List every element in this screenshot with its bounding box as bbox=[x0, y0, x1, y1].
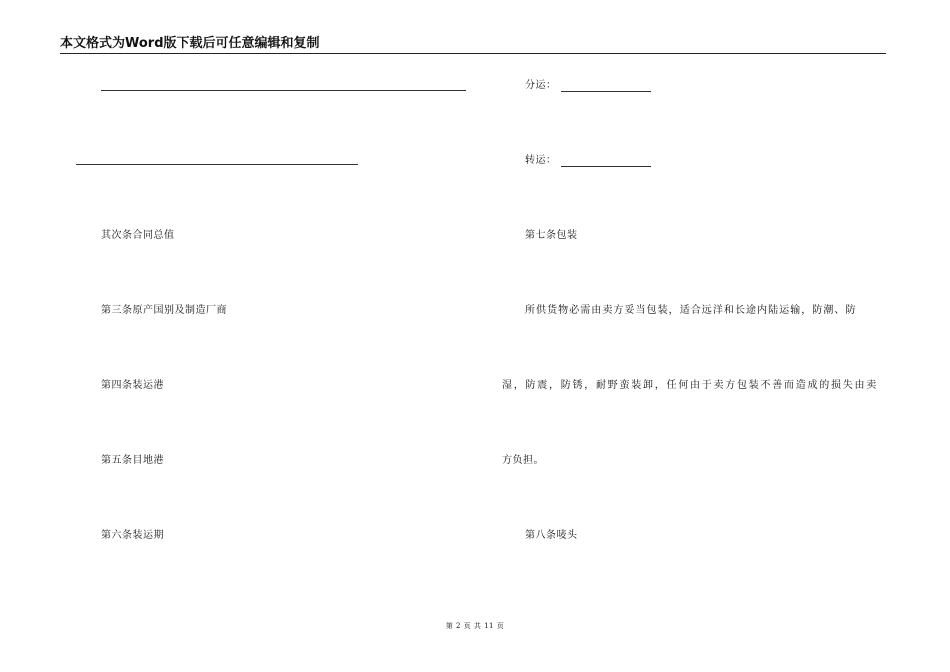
packing-text-line: 所供货物必需由卖方妥当包装，适合远洋和长途内陆运输，防潮、防 bbox=[525, 305, 857, 316]
transshipment-label: 转运： bbox=[525, 155, 557, 166]
clause-port-of-destination: 第五条目地港 bbox=[101, 455, 164, 466]
page-number: 第 2 页 共 11 页 bbox=[445, 622, 505, 630]
clause-country-of-origin: 第三条原产国别及制造厂商 bbox=[101, 305, 227, 316]
partial-shipment-blank bbox=[561, 80, 651, 92]
blank-fill-line bbox=[101, 90, 466, 91]
clause-port-of-loading: 第四条装运港 bbox=[101, 380, 164, 391]
clause-shipment-date: 第六条装运期 bbox=[101, 530, 164, 541]
partial-shipment-field bbox=[525, 79, 651, 92]
packing-text-line: 湿，防震，防锈，耐野蛮装卸，任何由于卖方包装不善而造成的损失由卖 bbox=[502, 380, 878, 391]
clause-shipping-marks-heading: 第八条唛头 bbox=[525, 530, 578, 541]
partial-shipment-label: 分运： bbox=[525, 80, 557, 91]
packing-text-line: 方负担。 bbox=[502, 455, 544, 466]
transshipment-field bbox=[525, 154, 651, 167]
clause-packing-heading: 第七条包装 bbox=[525, 230, 578, 241]
document-header: 本文格式为Word版下载后可任意编辑和复制 bbox=[60, 36, 886, 54]
transshipment-blank bbox=[561, 155, 651, 167]
clause-contract-total-value: 其次条合同总值 bbox=[101, 230, 175, 241]
blank-fill-line bbox=[76, 164, 358, 165]
